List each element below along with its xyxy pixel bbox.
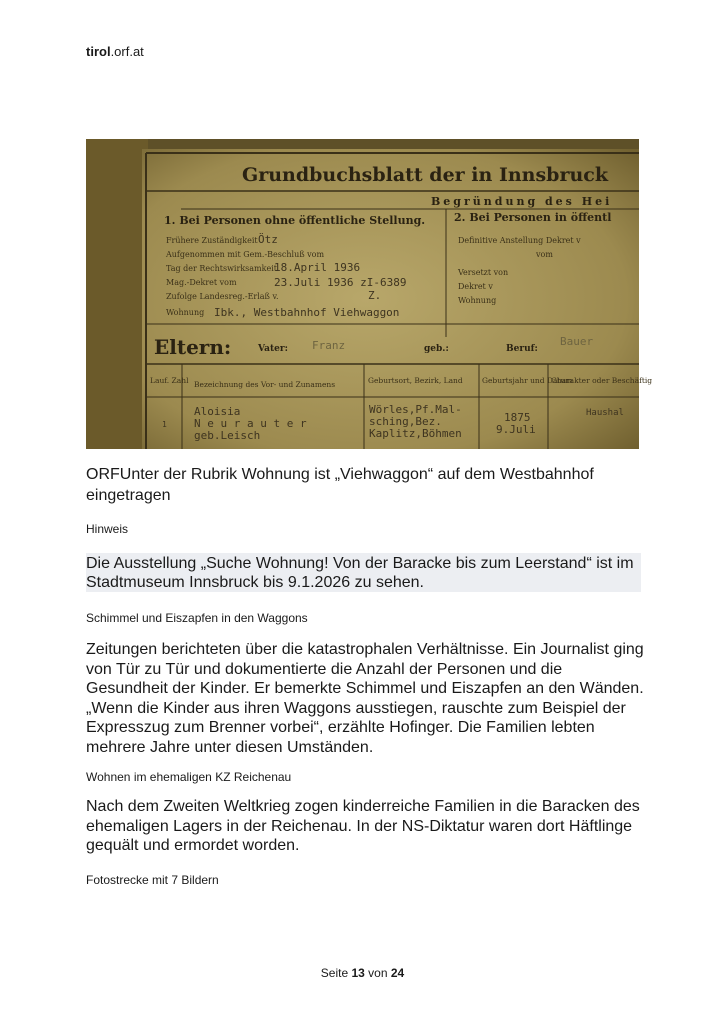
doc-vater-value: Franz <box>312 339 346 352</box>
doc-birthplace: sching,Bez. <box>369 415 442 428</box>
doc-col-header: Charakter oder Beschäftig <box>551 376 653 385</box>
footer-prefix: Seite <box>320 966 349 980</box>
doc-right-label: Wohnung <box>458 296 497 305</box>
doc-row-value: 23.Juli 1936 zI-6389 <box>274 276 407 289</box>
footer-middle: von <box>368 966 388 980</box>
doc-row-num: 1 <box>162 420 167 429</box>
doc-occupation: Haushal <box>586 408 624 418</box>
doc-beruf-value: Bauer <box>560 335 594 348</box>
site-header <box>86 44 144 59</box>
doc-right-label: Dekret v <box>458 282 493 291</box>
doc-row-label: Zufolge Landesreg.-Erlaß v. <box>166 292 279 301</box>
page-footer <box>0 966 725 980</box>
doc-person-name: geb.Leisch <box>194 429 261 442</box>
section-heading-mold: Schimmel und Eiszapfen in den Waggons <box>86 611 308 625</box>
doc-beruf-label: Beruf: <box>506 344 538 354</box>
doc-person-name: N e u r a u t e r <box>194 417 307 430</box>
doc-col-header: Geburtsjahr und Datum <box>482 376 573 385</box>
exhibition-notice: Die Ausstellung „Suche Wohnung! Von der Baracke bis zum Leerstand“ ist im Stadtmuseum Innsbruck bis 9.1.2026 zu sehen. <box>86 553 641 592</box>
doc-row-value: 18.April 1936 <box>274 261 361 274</box>
doc-col-header: Bezeichnung des Vor- und Zunamens <box>194 380 336 389</box>
doc-row-label: Aufgenommen mit Gem.-Beschluß vom <box>166 250 325 259</box>
site-name-bold: tirol <box>86 44 111 59</box>
doc-row-label: Mag.-Dekret vom <box>166 278 237 287</box>
doc-subtitle: Begründung des Hei <box>431 195 613 208</box>
doc-geb-label: geb.: <box>424 344 449 354</box>
doc-row-value: Ötz <box>258 233 278 246</box>
doc-row-value: Z. <box>368 289 382 302</box>
photo-caption: ORFUnter der Rubrik Wohnung ist „Viehwaggon“ auf dem Westbahnhof eingetragen <box>86 466 594 504</box>
doc-row-label: Frühere Zuständigkeit <box>166 236 258 245</box>
doc-row-label: Tag der Rechtswirksamkeit <box>166 264 277 273</box>
doc-right-label: Definitive Anstellung Dekret v <box>458 236 581 245</box>
doc-col-header: Lauf. Zahl <box>150 376 189 385</box>
footer-page-number: 13 <box>351 966 365 980</box>
photo-gallery-link[interactable]: Fotostrecke mit 7 Bildern <box>86 873 219 887</box>
paragraph-mold: Zeitungen berichteten über die katastrophalen Verhältnisse. Ein Journalist ging von Tür zu Tür und dokumentierte die Anzahl der Personen und die Gesundheit der Kinder. Er bemerkte Schimmel und Eiszapfen an den Wänden. „Wenn die Kinder aus ihren Waggons ausstiegen, rauschte zum Beispiel der Expresszug zum Brenner vorbei“, erzählte Hofinger. Die Familien lebten mehrere Jahre unter diesen Umständen. <box>86 641 644 756</box>
doc-right-label: vom <box>536 250 553 259</box>
doc-section1-title: 1. Bei Personen ohne öffentliche Stellung. <box>164 214 426 227</box>
doc-person-name: Aloisia <box>194 405 241 418</box>
site-name-rest: .orf.at <box>110 44 144 59</box>
paragraph-reichenau: Nach dem Zweiten Weltkrieg zogen kinderreiche Familien in die Baracken des ehemaligen Lagers in der Reichenau. In der NS-Diktatur waren dort Häftlinge gequält und ermordet worden. <box>86 798 640 854</box>
notice-label: Hinweis <box>86 522 129 536</box>
doc-birthdate: 1875 <box>504 411 531 424</box>
register-document-photo <box>86 139 653 449</box>
doc-right-label: Versetzt von <box>458 268 509 277</box>
doc-col-header: Geburtsort, Bezirk, Land <box>368 376 463 385</box>
doc-birthplace: Wörles,Pf.Mal- <box>369 403 462 416</box>
doc-vater-label: Vater: <box>258 344 288 354</box>
doc-row-label: Wohnung <box>166 308 205 317</box>
section-heading-reichenau: Wohnen im ehemaligen KZ Reichenau <box>86 770 292 784</box>
doc-section2-title: 2. Bei Personen in öffentl <box>454 211 612 224</box>
doc-eltern-label: Eltern: <box>154 335 232 359</box>
footer-total-pages: 24 <box>390 966 405 980</box>
doc-birthdate: 9.Juli <box>496 423 536 436</box>
doc-title: Grundbuchsblatt der in Innsbruck <box>242 164 609 186</box>
doc-birthplace: Kaplitz,Böhmen <box>369 427 462 440</box>
doc-row-value: Ibk., Westbahnhof Viehwaggon <box>214 306 400 319</box>
